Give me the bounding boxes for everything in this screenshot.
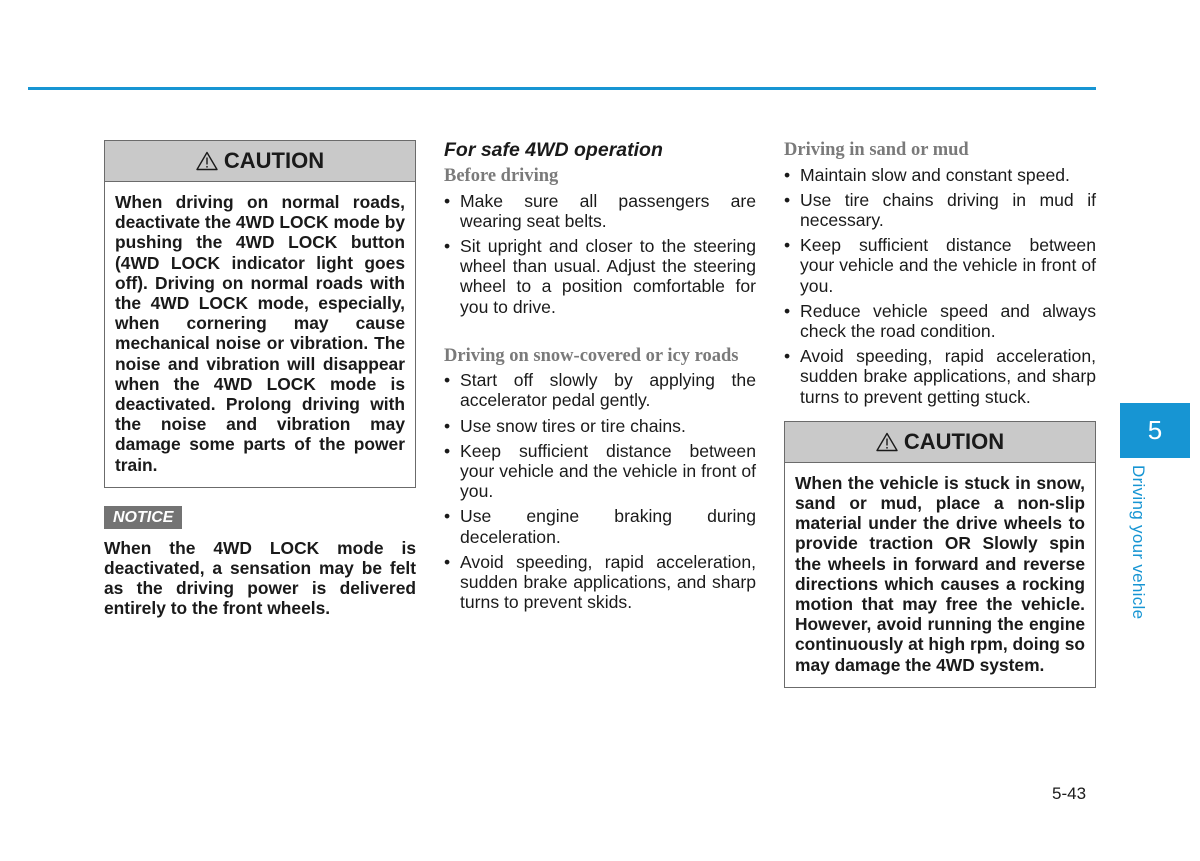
list-item: • Keep sufficient distance between your vehicle and the vehicle in front of you.	[784, 235, 1096, 296]
chapter-tab-number: 5	[1120, 403, 1190, 458]
sand-mud-list	[784, 165, 1096, 407]
list-item: • Start off slowly by applying the accelerator pedal gently.	[444, 370, 756, 411]
column-left	[104, 140, 416, 619]
caution-title-left: CAUTION	[223, 148, 325, 173]
caution-header-right	[785, 422, 1095, 463]
header-rule	[28, 87, 1096, 90]
subheading-snow-icy: Driving on snow-covered or icy roads	[444, 345, 739, 366]
list-item: • Avoid speeding, rapid acceleration, sudden brake applications, and sharp turns to prevent getting stuck.	[784, 346, 1096, 407]
list-item: • Make sure all passengers are wearing seat belts.	[444, 190, 756, 231]
page-number: 5-43	[1052, 784, 1087, 803]
caution-text-right: When the vehicle is stuck in snow, sand or mud, place a non-slip material under the drive wheels to provide traction OR Slowly spin the wheels in forward and reverse directions which causes a rocking motion that may free the vehicle. However, avoid running the engine continuously at high rpm, doing so may damage the 4WD system.	[795, 472, 1085, 675]
list-item: • Keep sufficient distance between your vehicle and the vehicle in front of you.	[444, 440, 756, 502]
chapter-tab-label: Driving your vehicle	[1129, 465, 1148, 620]
caution-header-left	[105, 141, 415, 182]
caution-box-right	[784, 421, 1096, 688]
snow-icy-list	[444, 370, 756, 612]
column-right	[784, 140, 1096, 688]
subheading-sand-mud: Driving in sand or mud	[784, 140, 969, 160]
caution-box-left	[104, 140, 416, 488]
column-middle	[444, 140, 756, 617]
notice-tag: NOTICE	[104, 506, 182, 529]
subheading-before-driving: Before driving	[444, 166, 559, 186]
before-driving-list	[444, 191, 756, 317]
warning-triangle-icon	[876, 432, 898, 452]
notice-text: When the 4WD LOCK mode is deactivated, a sensation may be felt as the driving power is delivered entirely to the front wheels.	[104, 537, 416, 619]
caution-text-left: When driving on normal roads, deactivate the 4WD LOCK mode by pushing the 4WD LOCK button (4WD LOCK indicator light goes off). Driving on normal roads with the 4WD LOCK mode, especially, when cornering may cause mechanical noise or vibration. The noise and vibration will disappear when the 4WD LOCK mode is deactivated. Prolong driving with the noise and vibration may damage some parts of the power train.	[115, 192, 405, 475]
list-item: • Avoid speeding, rapid acceleration, sudden brake applications, and sharp turns to prevent skids.	[444, 551, 756, 613]
list-item: • Use snow tires or tire chains.	[444, 415, 686, 436]
list-item: • Maintain slow and constant speed.	[784, 164, 1070, 185]
list-item: • Sit upright and closer to the steering wheel than usual. Adjust the steering wheel to a position comfortable for you to drive.	[444, 235, 756, 317]
warning-triangle-icon	[196, 151, 218, 171]
list-item: • Reduce vehicle speed and always check the road condition.	[784, 300, 1096, 341]
section-title: For safe 4WD operation	[444, 139, 663, 161]
list-item: • Use engine braking during deceleration.	[444, 506, 756, 547]
list-item: • Use tire chains driving in mud if necessary.	[784, 189, 1096, 230]
caution-title-right: CAUTION	[903, 428, 1005, 454]
